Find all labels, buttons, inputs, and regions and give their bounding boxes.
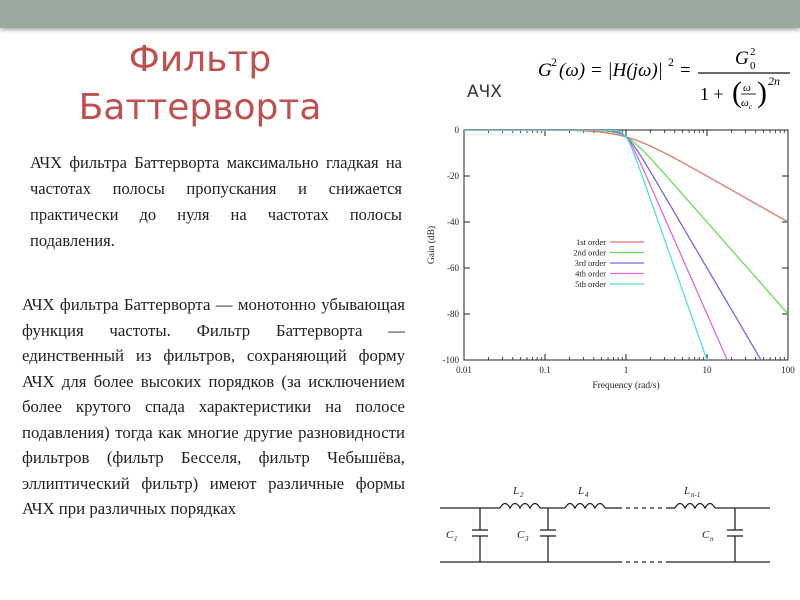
label-cn-sub: n [710, 535, 714, 543]
formula-paren-close: ) [757, 76, 767, 109]
legend-label: 4th order [575, 268, 606, 279]
ladder-filter-circuit [430, 470, 790, 570]
slide-title [70, 36, 330, 132]
label-c1-sub: 1 [454, 535, 458, 543]
y-tick-label: -60 [447, 263, 459, 273]
y-tick-label: -100 [442, 355, 459, 365]
transfer-function-formula [530, 40, 792, 112]
label-l2: L [513, 485, 520, 497]
formula-den-w: ω [743, 82, 751, 94]
formula-num-g: G [735, 48, 749, 69]
slide-title-line1: Фильтр [128, 39, 272, 80]
series-line-2 [464, 130, 788, 314]
label-l4-sub: 4 [585, 491, 589, 499]
formula-equals: = [680, 60, 691, 81]
legend-label: 3rd order [574, 258, 606, 268]
legend-label: 1st order [576, 237, 606, 247]
label-c1: C [446, 529, 454, 541]
inductor-ln-1 [675, 504, 715, 509]
series-line-1 [464, 130, 788, 222]
x-tick-label: 100 [781, 365, 795, 375]
x-tick-label: 0.1 [539, 365, 551, 375]
plot-frame [464, 130, 788, 360]
formula-lhs-g: G [538, 60, 552, 81]
formula-den-exp: 2n [768, 74, 780, 88]
paragraph-1: АЧХ фильтра Баттерворта максимально гладкая на частотах полосы пропускания и снижается практически до нуля на частотах полосы подавления. [30, 153, 402, 250]
label-c3-sub: 3 [525, 535, 529, 543]
x-tick-label: 0.01 [456, 365, 472, 375]
slide-title-line2: Баттерворта [78, 87, 322, 128]
label-ln-1: L [684, 485, 691, 497]
formula-paren-open: ( [732, 76, 742, 109]
label-cn: C [702, 529, 710, 541]
label-c3: C [517, 529, 525, 541]
y-tick-label: -80 [447, 309, 459, 319]
inductor-l2 [500, 504, 540, 509]
x-tick-label: 1 [623, 365, 629, 375]
x-tick-label: 10 [702, 365, 712, 375]
label-ln-1-sub: n-1 [691, 491, 701, 499]
legend-label: 2nd order [573, 247, 606, 258]
inductor-l4 [565, 504, 605, 509]
formula-den-wc: ω [741, 97, 749, 109]
achx-label: АЧХ [467, 82, 502, 102]
formula-lhs-arg: (ω) = |H(jω)| [559, 60, 663, 81]
x-axis-label: Frequency (rad/s) [592, 381, 660, 391]
butterworth-gain-chart [420, 120, 800, 400]
y-tick-label: -40 [447, 217, 459, 227]
legend-label: 5th order [575, 279, 606, 289]
y-axis-label: Gain (dB) [427, 225, 437, 265]
formula-num-sub: 0 [750, 60, 756, 72]
paragraph-2: АЧХ фильтра Баттерворта — монотонно убывающая функция частоты. Фильтр Баттерворта — единственный из фильтров, сохраняющий форму АЧХ для более высоких порядков (за исключением более крутого спада характеристики на полосе подавления) тогда как многие другие разновидности фильтров (фильтр Бесселя, фильтр Чебышёва, эллиптический фильтр) имеют различные формы АЧХ при различных порядках [22, 295, 405, 518]
label-l2-sub: 2 [520, 491, 524, 499]
formula-lhs-sup: 2 [551, 55, 557, 69]
formula-lhs-sup2: 2 [668, 55, 674, 69]
y-tick-label: -20 [447, 171, 459, 181]
top-bar [0, 0, 800, 28]
formula-den-wc-sub: c [749, 103, 753, 111]
formula-den-one: 1 + [700, 84, 724, 104]
y-tick-label: 0 [454, 125, 459, 135]
formula-num-sup: 2 [750, 46, 756, 58]
label-l4: L [578, 485, 585, 497]
